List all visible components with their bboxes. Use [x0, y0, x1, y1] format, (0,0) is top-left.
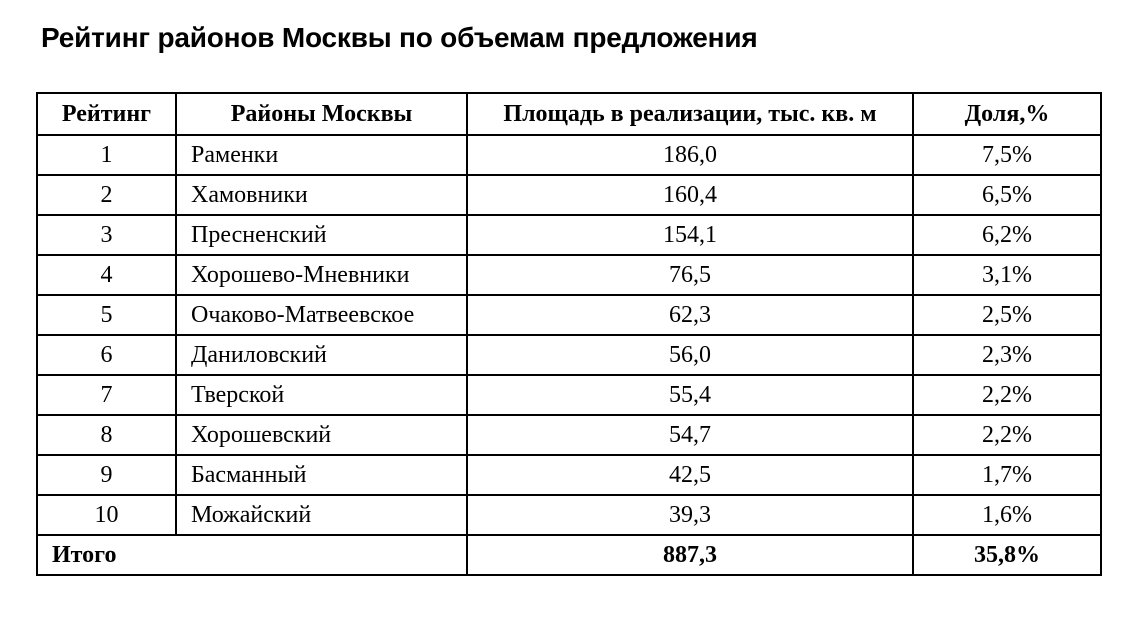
rank-cell: 4	[37, 255, 176, 295]
table-row	[37, 495, 1101, 535]
district-cell: Пресненский	[176, 215, 467, 255]
share-cell: 7,5%	[913, 135, 1101, 175]
table-total-row	[37, 535, 1101, 575]
rank-cell: 7	[37, 375, 176, 415]
rank-cell: 3	[37, 215, 176, 255]
rank-cell: 10	[37, 495, 176, 535]
share-cell: 3,1%	[913, 255, 1101, 295]
rank-cell: 2	[37, 175, 176, 215]
table-row	[37, 295, 1101, 335]
area-cell: 39,3	[467, 495, 913, 535]
total-area: 887,3	[467, 535, 913, 575]
total-share: 35,8%	[913, 535, 1101, 575]
header-area: Площадь в реализации, тыс. кв. м	[467, 93, 913, 135]
area-cell: 56,0	[467, 335, 913, 375]
share-cell: 2,2%	[913, 375, 1101, 415]
area-cell: 160,4	[467, 175, 913, 215]
district-cell: Очаково-Матвеевское	[176, 295, 467, 335]
district-rating-table	[36, 92, 1102, 576]
rank-cell: 6	[37, 335, 176, 375]
table-row	[37, 135, 1101, 175]
total-label: Итого	[37, 535, 467, 575]
district-cell: Можайский	[176, 495, 467, 535]
district-cell: Даниловский	[176, 335, 467, 375]
header-share: Доля,%	[913, 93, 1101, 135]
district-cell: Хорошевский	[176, 415, 467, 455]
table-row	[37, 375, 1101, 415]
rank-cell: 5	[37, 295, 176, 335]
area-cell: 42,5	[467, 455, 913, 495]
header-district: Районы Москвы	[176, 93, 467, 135]
area-cell: 55,4	[467, 375, 913, 415]
header-rank: Рейтинг	[37, 93, 176, 135]
table-header-row	[37, 93, 1101, 135]
rank-cell: 1	[37, 135, 176, 175]
area-cell: 154,1	[467, 215, 913, 255]
table-row	[37, 415, 1101, 455]
table-row	[37, 215, 1101, 255]
rank-cell: 8	[37, 415, 176, 455]
share-cell: 1,7%	[913, 455, 1101, 495]
table-row	[37, 175, 1101, 215]
share-cell: 2,2%	[913, 415, 1101, 455]
share-cell: 6,5%	[913, 175, 1101, 215]
rank-cell: 9	[37, 455, 176, 495]
district-cell: Хорошево-Мневники	[176, 255, 467, 295]
district-cell: Басманный	[176, 455, 467, 495]
table-row	[37, 255, 1101, 295]
share-cell: 2,3%	[913, 335, 1101, 375]
district-cell: Хамовники	[176, 175, 467, 215]
area-cell: 186,0	[467, 135, 913, 175]
district-cell: Тверской	[176, 375, 467, 415]
area-cell: 54,7	[467, 415, 913, 455]
share-cell: 2,5%	[913, 295, 1101, 335]
area-cell: 62,3	[467, 295, 913, 335]
area-cell: 76,5	[467, 255, 913, 295]
share-cell: 6,2%	[913, 215, 1101, 255]
district-cell: Раменки	[176, 135, 467, 175]
page-title: Рейтинг районов Москвы по объемам предложения	[41, 22, 758, 53]
share-cell: 1,6%	[913, 495, 1101, 535]
table-row	[37, 455, 1101, 495]
table-row	[37, 335, 1101, 375]
